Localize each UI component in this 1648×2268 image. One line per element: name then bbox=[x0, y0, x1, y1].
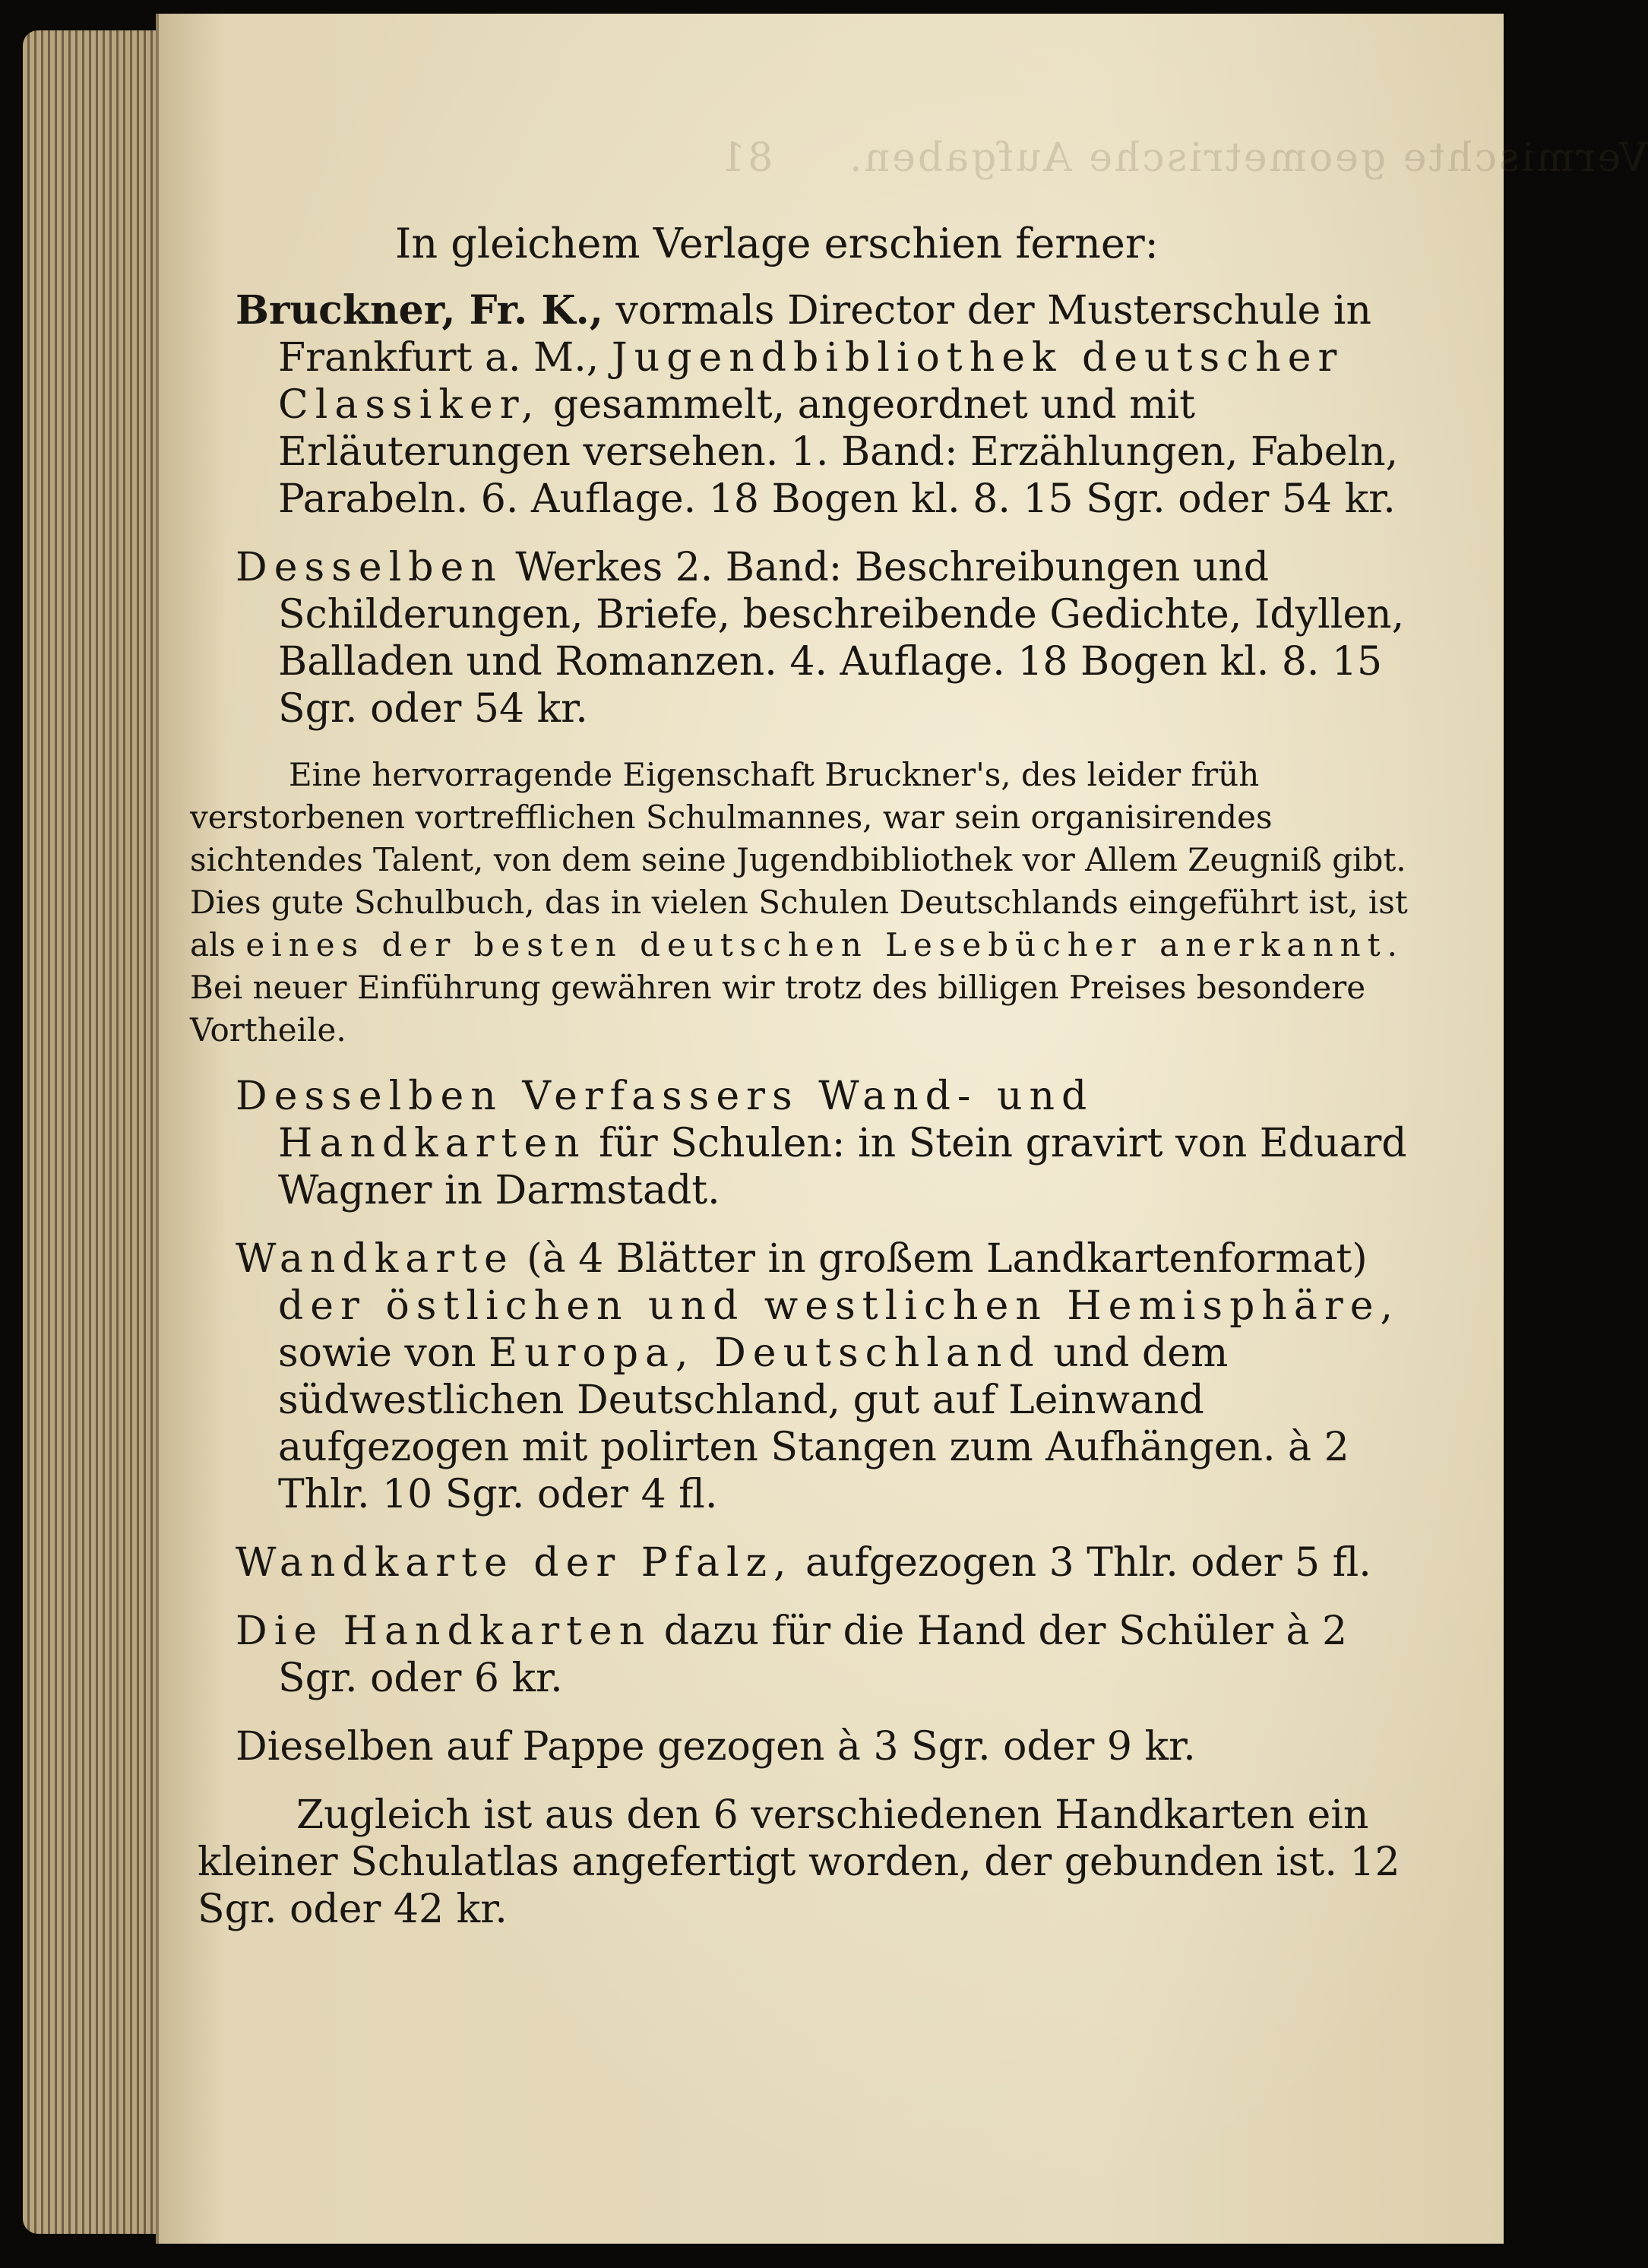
catalog-entry-wandkarten: Desselben Verfassers Wand- und Handkarten für Schulen: in Stein gravirt von Eduard Wagner in Darmstadt. bbox=[236, 1074, 1407, 1213]
publisher-note: Eine hervorragende Eigenschaft Bruckner's, des leider früh verstorbenen vortrefflichen Schulmannes, war sein organisirendes sichtendes Talent, von dem seine Jugendbibliothek vor Allem Zeugniß gibt. Dies gute Schulbuch, das in vielen Schulen Deutschlands eingeführt ist, ist als eines der besten deutschen Lesebücher anerkannt. Bei neuer Einführung gewähren wir trotz des billigen Preises besondere Vortheile. bbox=[190, 756, 1408, 1049]
catalog-entry-wandkarte-pfalz: Wandkarte der Pfalz, aufgezogen 3 Thlr. oder 5 fl. bbox=[236, 1540, 1371, 1586]
closing-paragraph: Zugleich ist aus den 6 verschiedenen Handkarten ein kleiner Schulatlas angefertigt worden, der gebunden ist. 12 Sgr. oder 42 kr. bbox=[198, 1792, 1400, 1932]
catalog-entry-wandkarte-hemisphaere: Wandkarte (à 4 Blätter in großem Landkartenformat) der östlichen und westlichen Hemisphäre, sowie von Europa, Deutschland und dem südwestlichen Deutschland, gut auf Leinwand aufgezogen mit polirten Stangen zum Aufhängen. à 2 Thlr. 10 Sgr. oder 4 fl. bbox=[236, 1236, 1400, 1517]
page-heading: In gleichem Verlage erschien ferner: bbox=[395, 220, 1159, 267]
bleed-through-header: Vermischte geometrische Aufgaben. 81 bbox=[718, 135, 1648, 181]
catalog-entry-jugendbibliothek-vol1: Bruckner, Fr. K., vormals Director der Musterschule in Frankfurt a. M., Jugendbibliothek deutscher Classiker, gesammelt, angeordnet und mit Erläuterungen versehen. 1. Band: Erzählungen, Fabeln, Parabeln. 6. Auflage. 18 Bogen kl. 8. 15 Sgr. oder 54 kr. bbox=[236, 287, 1399, 522]
catalog-entry-handkarten: Die Handkarten dazu für die Hand der Schüler à 2 Sgr. oder 6 kr. bbox=[236, 1608, 1348, 1701]
page-text bbox=[190, 220, 1421, 1933]
catalog-entry-jugendbibliothek-vol2: Desselben Werkes 2. Band: Beschreibungen und Schilderungen, Briefe, beschreibende Gedichte, Idyllen, Balladen und Romanzen. 4. Auflage. 18 Bogen kl. 8. 15 Sgr. oder 54 kr. bbox=[236, 545, 1405, 732]
catalog-entry-handkarten-pappe: Dieselben auf Pappe gezogen à 3 Sgr. oder 9 kr. bbox=[236, 1724, 1196, 1770]
